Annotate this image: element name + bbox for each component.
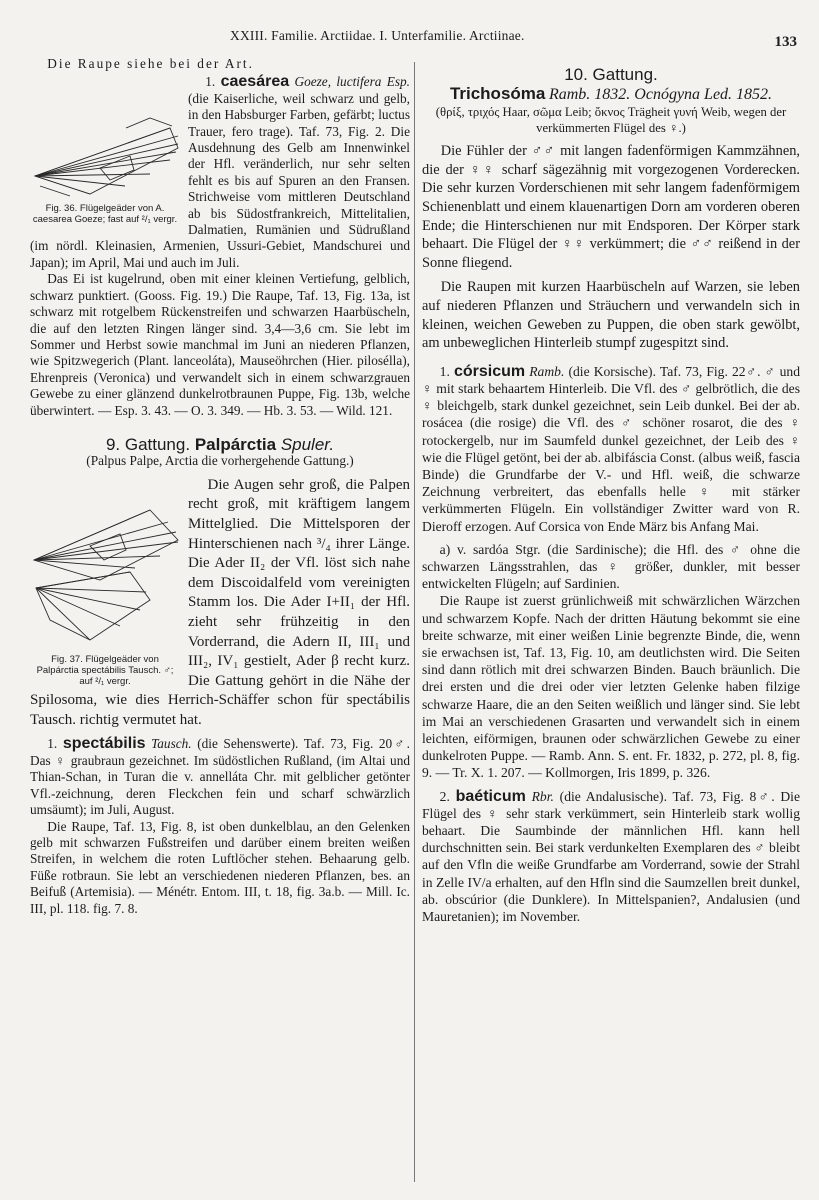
corsicum-entry <box>422 363 800 535</box>
page-number: 133 <box>774 34 797 50</box>
wing-venation-fig36 <box>30 98 180 198</box>
spectabilis-entry <box>30 736 410 818</box>
gattung-9-text: Die Augen sehr groß, die Palpen recht groß, mit kräftigem langem Mittelglied. Die Mittelsporen der Hinterschienen nach ³/₄ ihrer Länge. Die Ader II₂ der Vfl. löst sich nahe dem Discoidalfeld vom vereinigten Stamm los. Die Ader I+II₁ der Hfl. zieht sehr frühzeitig in den Vorderrand, die Adern II, III₁ und III₂, IV₁ gestielt, Ader β recht kurz. Die Gattung gehört in die Nähe der Spilosoma, wie dies Herrich-Schäffer schon für spectábilis Tausch. richtig vermutet hat. <box>30 476 410 728</box>
figure-37-caption: Fig. 37. Flügelgeäder von Palpárctia spectábilis Tausch. ♂; auf ²/₁ vergr. <box>36 654 174 688</box>
caesarea-ei-raupe: Das Ei ist kugelrund, oben mit einer kleinen Vertiefung, gelblich, schwarz punktiert. (Gooss. Fig. 19.) Die Raupe, Taf. 13, Fig. 13a, ist schwarz mit rotgelbem Rückenstreifen und schwarzen Haarbüscheln, die auf den letzten Ringen länger sind. 3,4—3,6 cm. Sie lebt im Sommer und Herbst sowie manchmal im Juni an niederen Pflanzen, wie Spitzwegerich (Plant. lanceoláta), Mauseöhrchen (Hier. pilosélla), Ehrenpreis (Veronica) und verwandelt sich in einem schwarzgrauen Gewebe zu einer glänzend dunkelrotbraunen Puppe, Fig. 13b, welche überwintert. — Esp. 3. 43. — O. 3. 349. — Hb. 3. 53. — Wild. 121. <box>30 271 410 418</box>
gattung-10-subheading: (θρίξ, τριχός Haar, σῶμα Leib; ὄκνος Trägheit γυνή Weib, wegen der verkümmerten Flügel des ♀.) <box>435 105 787 136</box>
spectabilis-name: spectábilis <box>62 735 146 753</box>
spectabilis-author: Tausch. <box>151 736 192 752</box>
gattung-10-text-a: Die Fühler der ♂♂ mit langen fadenförmigen Kammzähnen, die der ♀♀ scharf sägezähnig mit vorgezogenen Vorderecken. Die sehr kurzen Vorderschienen mit sehr langem fadenförmigem Schienenblatt und einem klauenartigen Dorn am vorderen oberen Ende; die Hinterschienen nur mit Endsporen. Der Körper stark behaart. Die Flügel der ♀♀ verkümmert; die ♂♂ reißend in der Sonne fliegend. <box>422 143 800 271</box>
gattung-10-text-b: Die Raupen mit kurzen Haarbüscheln auf Warzen, sie leben auf niederen Pflanzen und Sträuchern und verwandeln sich in kleinen, weichen Geweben zu Puppen, die oben stark gewölbt, am unbeweglichen Hinterleib stumpf zugespitzt sind. <box>422 279 800 352</box>
spectabilis-num: 1. <box>47 736 58 752</box>
left-column <box>30 52 410 917</box>
gattung-9-name: Palpárctia <box>194 434 277 454</box>
gattung-10-pre: 10. Gattung. <box>564 65 658 84</box>
gattung-9-pre: 9. Gattung. <box>105 434 191 454</box>
baeticum-entry <box>422 788 800 926</box>
gattung-10-author: Ramb. 1832. Ocnógyna Led. 1852. <box>548 85 773 103</box>
corsicum-num: 1. <box>439 363 450 379</box>
caesarea-num: 1. <box>205 74 216 90</box>
gattung-10-name: Trichosóma <box>449 83 546 103</box>
gattung-10-title <box>422 85 800 105</box>
corsicum-raupe: Die Raupe ist zuerst grünlichweiß mit schwärzlichen Wärzchen und schwarzem Kopfe. Nach der dritten Häutung bekommt sie eine breite schwarze, mit einer weißen Linie begrenzte Binde, die, wenn sie erwachsen ist, Taf. 13, Fig. 10, am deutlichsten wird. Die Seiten sind dann rötlich mit drei schwarzen Binden. Bauch bräunlich. Die drei ersten und die drei oder vier letzten Gelenke haben filzige schwarze Haare, die an den Seiten weißlich und länger sind. Sie lebt im Mai an verschiedenen Grasarten und verwandelt sich in einem leichten, eiförmigen, braunen oder schwärzlichen Gewebe zu einer dunkelroten Puppe. — Ramb. Ann. S. ent. Fr. 1832, p. 272, pl. 8, fig. 9. — Tr. X. 1. 207. — Kollmorgen, Iris 1899, p. 326. <box>422 593 800 781</box>
caesarea-text: (die Kaiserliche, weil schwarz und gelb, in den Habsburger Farben, gefärbt; luctus Trauer, fero trage). Taf. 73, Fig. 2. Die Ausdehnung des Gelb am Innenwinkel der Hfl. veränderlich, nur sehr selten fehlt es bis auf Spuren an den Fransen. Strichweise vom mittleren Deutschland ab bis Südostfrankreich, Mittelitalien, Dalmatien, Rumänien und Südrußland (im nördl. Kleinasien, Armenien, Ussuri-Gebiet, Mandschurei und Japan); im April, Mai und auch im Juli. <box>30 90 410 270</box>
baeticum-name: baéticum <box>455 787 526 805</box>
corsicum-author: Ramb. <box>529 363 565 379</box>
baeticum-text: (die Andalusische). Taf. 73, Fig. 8♂. Die Flügel des ♀ sehr stark verkümmert, sein Hinterleib stark wollig behaart. Die Saumbinde der männlichen Hfl. kann hell durchschnitten sein. Bei stark verdunkelten Exemplaren des ♂ bleibt auf den Vfln die weiße Grundfarbe am Vorderrand, sowie der Strahl in Zelle IV/a erhalten, auf den Hfln sind die Saumzellen breit dunkel, ab. obscúrior (die Dunklere). In Mittelspanien?, Andalusien (und Mauretanien); im November. <box>422 788 800 925</box>
baeticum-num: 2. <box>439 788 450 804</box>
caesarea-name: caesárea <box>220 73 290 91</box>
figure-36-caption: Fig. 36. Flügelgeäder von A. caesarea Goeze; fast auf ²/₁ vergr. <box>32 202 178 225</box>
gattung-9-heading <box>30 434 410 454</box>
caesarea-author: Goeze, luctifera Esp. <box>294 74 410 90</box>
corsicum-text: (die Korsische). Taf. 73, Fig. 22♂. ♂ und ♀ mit stark behaartem Hinterleib. Die Vfl. des ♂ gelbrötlich, die des ♀ bleichgelb, stark dunkel gezeichnet, sein Leib dunkel. Bei der ab. rosácea (die rosige) die Vfl. des ♂ schöner rosarot, die des ♀ rotockergelb, nur im Saumfeld dunkel gezeichnet, der Leib des ♀ wie die Flügel getönt, bei der ab. albifáscia Const. (albus weiß, fascia Binde) die Grundfarbe der V.- und Hfl. weiß, die schwarze Zeichnung verbreitert, das ebenfalls helle ♀ mit stärker verkümmerten Flügeln. Ein vollständiger Zwitter ward von R. Dieroff erzogen. Auf Corsica von Ende März bis Anfang Mai. <box>422 363 800 534</box>
column-divider <box>414 62 415 1182</box>
spectabilis-text: (die Sehenswerte). Taf. 73, Fig. 20♂. Das ♀ graubraun gezeichnet. Im südöstlichen Rußland, (im Altai und Thian-Schan, in Turan die v. annelláta Chr. mit gelblicher getönter Vfl.-zeichnung, deren Fleckchen fein und scharf schwärzlich umsäumt); im Juli, August. <box>30 736 410 818</box>
wing-venation-fig37 <box>30 500 180 650</box>
figure-36 <box>30 98 180 224</box>
right-column <box>422 52 800 925</box>
spectabilis-raupe: Die Raupe, Taf. 13, Fig. 8, ist oben dunkelblau, an den Gelenken gelb mit schwarzen Fußstreifen und darüber einem breiten weißen Streifen, in welchem die roten Luftlöcher stehen. Behaarung gelb. Füße rotbraun. Sie lebt an verschiedenen niederen Pflanzen, bes. an Beifuß (Artemisia). — Ménétr. Entom. III, t. 18, fig. 3a.b. — Mill. Ic. III, pl. 118. fig. 7. 8. <box>30 818 410 916</box>
raupe-note: Die Raupe siehe bei der Art. <box>47 56 254 71</box>
corsicum-name: córsicum <box>453 362 526 380</box>
running-header: XXIII. Familie. Arctiidae. I. Unterfamilie. Arctiinae. <box>230 28 525 43</box>
figure-37 <box>30 500 180 687</box>
baeticum-author: Rbr. <box>531 788 554 804</box>
gattung-9-subheading: (Palpus Palpe, Arctia die vorhergehende Gattung.) <box>86 453 354 469</box>
gattung-9-author: Spuler. <box>280 434 335 454</box>
right-species-block <box>422 363 800 926</box>
sardoa-entry: a) v. sardóa Stgr. (die Sardinische); die Hfl. des ♂ ohne die schwarzen Längsstrahlen, das ♀ größer, dunkler, mit besser entwickelten Flügeln; auf Sardinien. <box>422 541 800 592</box>
